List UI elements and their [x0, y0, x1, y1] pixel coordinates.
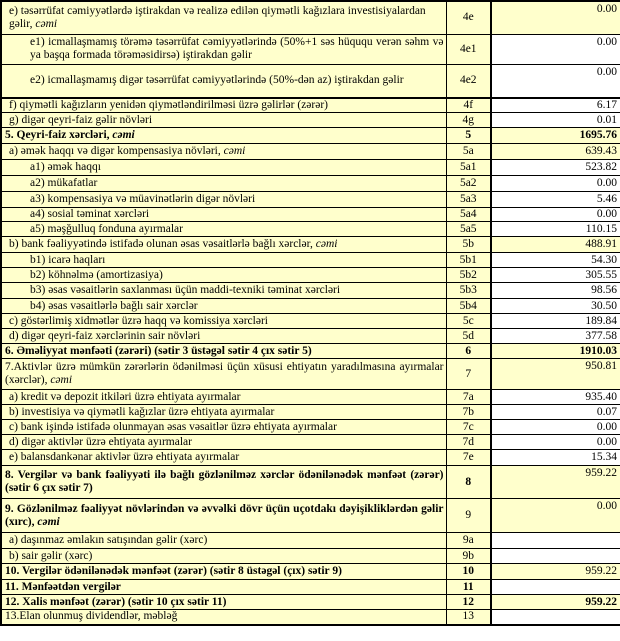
table-row — [1, 237, 620, 253]
row-value: 377.58 — [491, 329, 620, 344]
row-code: 7d — [446, 435, 491, 450]
row-label — [1, 283, 446, 299]
row-label-text: e) təsərrüfat cəmiyyətlərdə iştirakdan və realizə edilən qiymətli kağızlara investisiyalardan gəlir, — [9, 4, 426, 30]
row-label — [1, 253, 446, 268]
row-label — [1, 390, 446, 405]
row-label — [1, 98, 446, 113]
row-code: 13 — [446, 610, 491, 625]
row-value — [491, 533, 620, 549]
row-value: 0.00 — [491, 420, 620, 435]
row-code: 5a1 — [446, 160, 491, 176]
table-row — [1, 466, 620, 499]
row-code: 9 — [446, 499, 491, 533]
row-value: 189.84 — [491, 314, 620, 329]
row-label-text: c) göstərlimiş xidmətlər üzrə haqq və komissiya xərcləri — [9, 314, 268, 327]
table-row — [1, 580, 620, 595]
table-row — [1, 253, 620, 268]
row-value: 959.22 — [491, 466, 620, 499]
row-label — [1, 610, 446, 625]
row-label — [1, 580, 446, 595]
row-label-text: b1) icarə haqları — [30, 253, 106, 266]
row-value: 0.00 — [491, 499, 620, 533]
row-label — [1, 466, 446, 499]
row-code: 5d — [446, 329, 491, 344]
row-label-text: b2) köhnəlmə (amortizasiya) — [30, 268, 163, 281]
row-code: 5b3 — [446, 283, 491, 299]
row-label — [1, 268, 446, 283]
row-code: 5a2 — [446, 176, 491, 192]
row-label — [1, 34, 446, 64]
row-value: 5.46 — [491, 192, 620, 208]
row-value: 935.40 — [491, 390, 620, 405]
row-code: 7a — [446, 390, 491, 405]
row-value: 1695.76 — [491, 128, 620, 144]
row-value: 305.55 — [491, 268, 620, 283]
row-label-italic-suffix: cəmi — [37, 515, 60, 528]
table-row — [1, 113, 620, 128]
row-label-text: a) əmək haqqı və digər kompensasiya növləri, — [9, 145, 224, 157]
row-value: 0.00 — [491, 64, 620, 98]
row-label — [1, 420, 446, 435]
row-label — [1, 64, 446, 98]
row-code: 7c — [446, 420, 491, 435]
row-value: 488.91 — [491, 237, 620, 253]
row-code: 5c — [446, 314, 491, 329]
row-label — [1, 1, 446, 34]
row-label-text: b) investisiya və qiymətli kağızlar üzrə ehtiyata ayırmalar — [9, 405, 275, 418]
row-label-text: 12. Xalis mənfəət (zərər) (sətir 10 çıx sətir 11) — [5, 595, 227, 608]
row-code: 5 — [446, 128, 491, 144]
row-label — [1, 160, 446, 176]
row-label — [1, 435, 446, 450]
row-code: 4f — [446, 98, 491, 113]
table-body — [1, 1, 620, 625]
table-row — [1, 499, 620, 533]
row-label-text: a) daşınmaz əmlakın satışından gəlir (xərc) — [9, 534, 208, 546]
row-code: 5b2 — [446, 268, 491, 283]
table-row — [1, 144, 620, 160]
row-label — [1, 405, 446, 420]
row-value — [491, 580, 620, 595]
row-label-text: b) sair gəlir (xərc) — [9, 549, 93, 562]
row-label-text: c) bank işində istifadə olunmayan əsas vəsaitlər üzrə ehtiyata ayırmalar — [9, 420, 337, 433]
row-label-italic-suffix: cəmi — [223, 145, 246, 157]
row-label-text: f) qiymətli kağızların yenidən qiymətləndirilməsi üzrə gəlirlər (zərər) — [9, 99, 328, 111]
row-label-text: b) bank fəaliyyətində istifadə olunan əsas vəsaitlərlə bağlı xərclər, — [9, 238, 316, 250]
row-code: 4g — [446, 113, 491, 128]
row-label-text: e2) icmallaşmamış digər təsərrüfat cəmiyyətlərində (50%-dən az) iştirakdan gəlir — [30, 74, 404, 87]
row-value: 639.43 — [491, 144, 620, 160]
row-label — [1, 208, 446, 222]
row-label-text: a) kredit və depozit itkiləri üzrə ehtiyata ayırmalar — [9, 390, 241, 403]
row-label — [1, 113, 446, 128]
row-label-text: e1) icmallaşmamış törəmə təsərrüfat cəmiyyətlərində (50%+1 səs hüququ verən səhm və ya başqa formada törəməsidirsə) iştirakdan gəlir — [30, 36, 444, 61]
row-code: 5b4 — [446, 299, 491, 314]
table-row — [1, 1, 620, 34]
row-code: 5b1 — [446, 253, 491, 268]
row-code: 6 — [446, 344, 491, 359]
row-label — [1, 533, 446, 549]
row-code: 7e — [446, 450, 491, 466]
row-label-italic-suffix: cəmi — [315, 238, 338, 250]
row-label-text: a4) sosial təminat xərcləri — [30, 208, 150, 220]
row-label — [1, 359, 446, 390]
row-code: 7b — [446, 405, 491, 420]
row-value: 959.22 — [491, 564, 620, 580]
row-code: 9a — [446, 533, 491, 549]
row-label — [1, 564, 446, 580]
table-row — [1, 595, 620, 610]
table-row — [1, 176, 620, 192]
row-label-italic-suffix: cəmi — [112, 129, 135, 141]
table-row — [1, 283, 620, 299]
row-label — [1, 329, 446, 344]
row-value: 0.00 — [491, 208, 620, 222]
row-label-text: 6. Əməliyyat mənfəəti (zərəri) (sətir 3 üstəgəl sətir 4 çıx sətir 5) — [5, 344, 312, 357]
row-label-text: 11. Mənfəətdən vergilər — [5, 580, 121, 593]
row-label-text: a2) mükafatlar — [30, 177, 98, 189]
row-label-text: b3) əsas vəsaitlərin saxlanması üçün maddi-texniki təminat xərcləri — [30, 284, 341, 296]
row-value: 15.34 — [491, 450, 620, 466]
row-code: 5a4 — [446, 208, 491, 222]
row-label-text: a1) əmək haqqı — [30, 161, 101, 173]
row-value: 0.07 — [491, 405, 620, 420]
row-value — [491, 610, 620, 625]
row-code: 8 — [446, 466, 491, 499]
table-row — [1, 268, 620, 283]
table-row — [1, 299, 620, 314]
row-label — [1, 176, 446, 192]
row-label — [1, 192, 446, 208]
row-label — [1, 299, 446, 314]
row-code: 7 — [446, 359, 491, 390]
table-row — [1, 405, 620, 420]
row-label-text: a3) kompensasiya və müavinətlərin digər növləri — [30, 193, 256, 205]
row-label-text: 7.Aktivlər üzrə mümkün zərərlərin ödənilməsi üçün xüsusi ehtiyatın yaradılmasına ayırmalar (xərclər), — [5, 361, 444, 386]
table-row — [1, 450, 620, 466]
table-row — [1, 610, 620, 625]
row-label-italic-suffix: cəmi — [50, 374, 73, 386]
row-label — [1, 549, 446, 564]
table-row — [1, 34, 620, 64]
table-row — [1, 314, 620, 329]
row-value: 0.00 — [491, 176, 620, 192]
row-code: 5a — [446, 144, 491, 160]
row-code: 4e2 — [446, 64, 491, 98]
table-row — [1, 192, 620, 208]
row-value: 110.15 — [491, 222, 620, 237]
row-label-text: g) digər qeyri-faiz gəlir növləri — [9, 113, 153, 126]
row-label — [1, 222, 446, 237]
row-label-text: b4) əsas vəsaitlərlə bağlı sair xərclər — [30, 299, 198, 312]
row-value: 6.17 — [491, 98, 620, 113]
table-row — [1, 344, 620, 359]
row-label — [1, 144, 446, 160]
table-row — [1, 564, 620, 580]
row-label — [1, 499, 446, 533]
row-value: 1910.03 — [491, 344, 620, 359]
row-value — [491, 549, 620, 564]
table-row — [1, 435, 620, 450]
table-row — [1, 98, 620, 113]
table-row — [1, 420, 620, 435]
table-row — [1, 64, 620, 98]
row-label-text: d) digər aktivlər üzrə ehtiyata ayırmalar — [9, 435, 192, 448]
row-label — [1, 595, 446, 610]
row-label — [1, 237, 446, 253]
row-label — [1, 314, 446, 329]
row-label-text: 9. Gözlənilməz fəaliyyət növlərindən və əvvəlki dövr üçün uçotdakı dəyişikliklərdən gəlir (xırc), — [5, 502, 444, 528]
row-label — [1, 450, 446, 466]
table-row — [1, 208, 620, 222]
table-row — [1, 390, 620, 405]
row-label-text: e) balansdankənar aktivlər üzrə ehtiyata ayırmalar — [9, 451, 240, 463]
row-label-text: 13.Elan olunmuş dividendlər, məbləğ — [5, 610, 178, 623]
row-label — [1, 344, 446, 359]
row-code: 9b — [446, 549, 491, 564]
table-row — [1, 329, 620, 344]
table-row — [1, 160, 620, 176]
table-row — [1, 533, 620, 549]
row-code: 12 — [446, 595, 491, 610]
row-value: 30.50 — [491, 299, 620, 314]
row-label-text: d) digər qeyri-faiz xərclərinin sair növləri — [9, 329, 201, 342]
row-code: 4e — [446, 1, 491, 34]
row-code: 11 — [446, 580, 491, 595]
row-value: 0.00 — [491, 34, 620, 64]
row-label-italic-suffix: cəmi — [35, 17, 58, 30]
table-row — [1, 128, 620, 144]
row-label-text: 8. Vergilər və bank fəaliyyəti ilə bağlı gözlənilməz xərclər ödənilənədək mənfəət (zərər) (sətir 6 çıx sətir 7) — [5, 469, 444, 494]
row-label-text: a5) məşğulluq fonduna ayırmalar — [30, 222, 183, 235]
row-label — [1, 128, 446, 144]
row-code: 5b — [446, 237, 491, 253]
row-code: 5a3 — [446, 192, 491, 208]
row-code: 10 — [446, 564, 491, 580]
table-row — [1, 222, 620, 237]
table-row — [1, 549, 620, 564]
row-value: 54.30 — [491, 253, 620, 268]
row-value: 0.01 — [491, 113, 620, 128]
row-code: 5a5 — [446, 222, 491, 237]
row-value: 959.22 — [491, 595, 620, 610]
row-value: 0.00 — [491, 435, 620, 450]
row-value: 950.81 — [491, 359, 620, 390]
row-label-text: 5. Qeyri-faiz xərcləri, — [5, 129, 113, 141]
row-value: 0.00 — [491, 1, 620, 34]
row-code: 4e1 — [446, 34, 491, 64]
row-value: 98.56 — [491, 283, 620, 299]
row-label-text: 10. Vergilər ödənilənədək mənfəət (zərər) (sətir 8 üstəgəl (çıx) sətir 9) — [5, 565, 342, 577]
row-value: 523.82 — [491, 160, 620, 176]
table-row — [1, 359, 620, 390]
